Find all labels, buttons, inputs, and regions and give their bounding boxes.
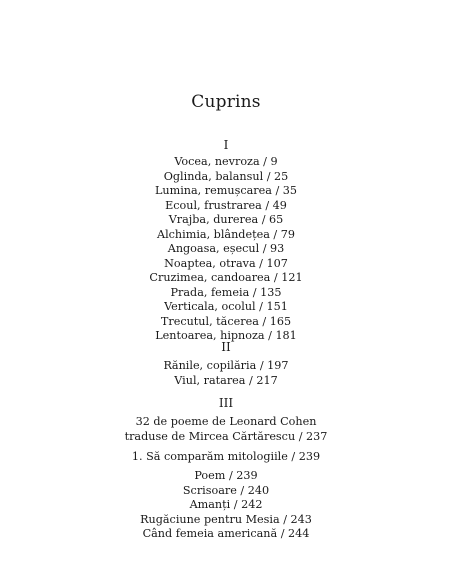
intro-line: traduse de Mircea Cărtărescu / 237: [124, 429, 328, 443]
section-3-entries: [0, 469, 452, 542]
section-2-entries: [0, 359, 452, 388]
toc-entry: Când femeia americană / 244: [142, 527, 310, 540]
toc-entry: Vrajba, durerea / 65: [168, 213, 284, 226]
toc-entry: Trecutul, tăcerea / 165: [160, 314, 292, 328]
toc-entry: Vocea, nevroza / 9: [174, 155, 278, 168]
toc-entry: Alchimia, blândețea / 79: [157, 227, 295, 241]
subsection-heading: 1. Să comparăm mitologiile / 239: [131, 450, 321, 463]
toc-entry: Poem / 239: [194, 469, 258, 482]
section-heading-1: I: [223, 138, 229, 152]
toc-entry: Oglinda, balansul / 25: [163, 169, 289, 183]
toc-entry: Ecoul, frustrarea / 49: [165, 198, 287, 212]
section-3-intro: [0, 415, 452, 444]
toc-entry: Viul, ratarea / 217: [174, 373, 278, 387]
toc-entry: Verticala, ocolul / 151: [164, 300, 288, 313]
section-1-entries: [0, 155, 452, 344]
toc-entry: Noaptea, otrava / 107: [164, 256, 288, 270]
toc-entry: Lumina, remușcarea / 35: [154, 184, 298, 197]
toc-entry: Rugăciune pentru Mesia / 243: [140, 512, 312, 526]
intro-line: 32 de poeme de Leonard Cohen: [135, 415, 317, 428]
section-heading-3: III: [218, 396, 234, 410]
toc-entry: Amanți / 242: [189, 498, 263, 511]
section-heading-2: II: [221, 340, 231, 354]
toc-entry: Angoasa, eșecul / 93: [167, 242, 285, 255]
toc-entry: Cruzimea, candoarea / 121: [149, 271, 303, 284]
toc-entry: Prada, femeia / 135: [170, 285, 282, 299]
toc-entry: Rănile, copilăria / 197: [163, 359, 289, 372]
toc-entry: Lentoarea, hipnoza / 181: [155, 329, 297, 342]
page-title: Cuprins: [191, 92, 261, 112]
toc-entry: Scrisoare / 240: [182, 483, 270, 497]
